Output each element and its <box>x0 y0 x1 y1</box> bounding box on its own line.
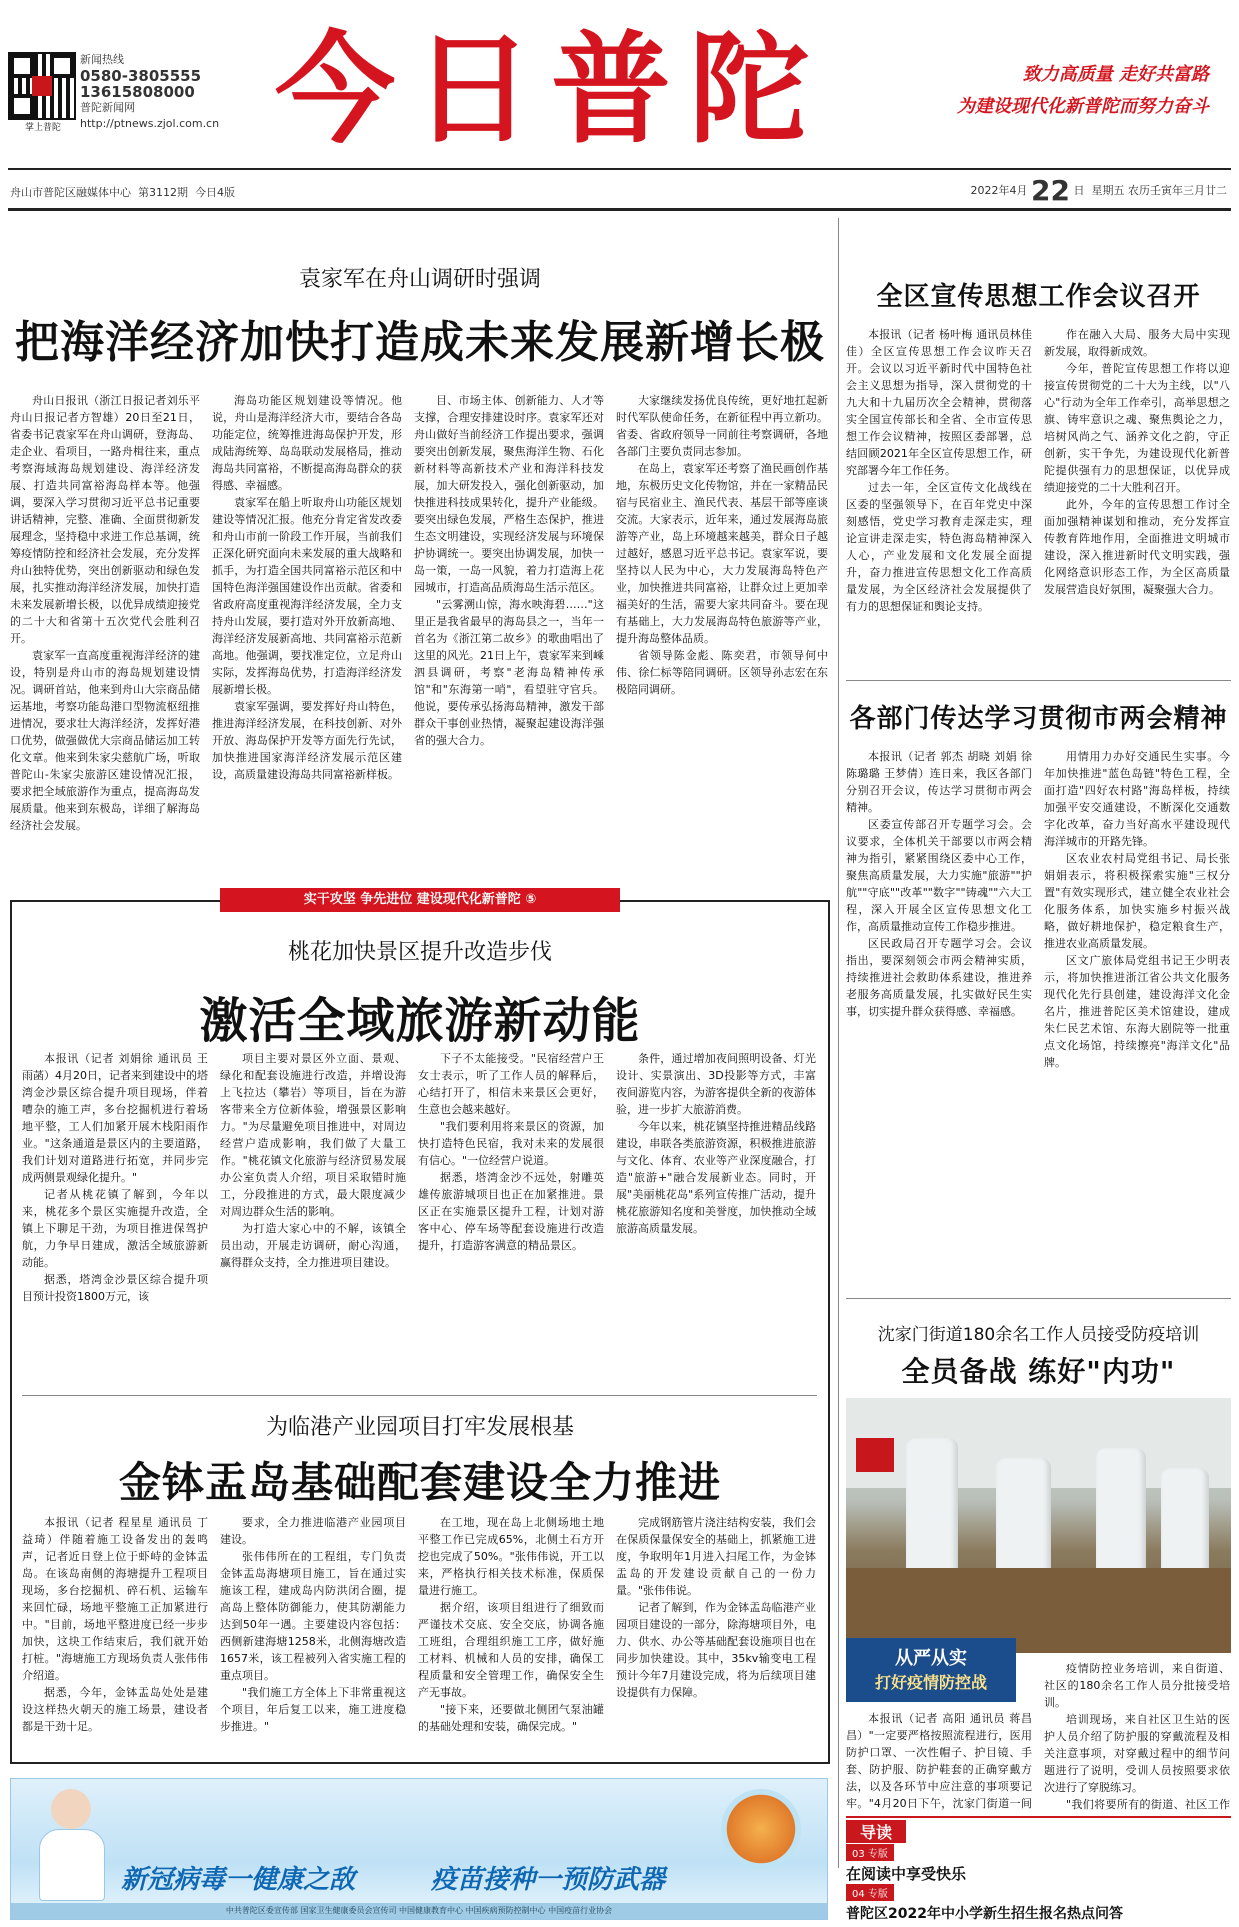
article1-col4: 大家继续发扬优良传统，更好地扛起新时代军队使命任务，在新征程中再立新功。省委、省政府领导一同前往考察调研，各地各部门主要负责同志参加。 在岛上，袁家军还考察了渔民画创作基地，东极历史文化传物馆，并在一家精品民宿与民宿业主、渔民代表、基层干部等座谈交流。大家表示，近年来，通过发展海岛旅游等产业，岛上环境越来越美，群众日子越过越好，感恩习近平总书记。袁家军说，要坚持以人民为中心，大力发展海岛特色产业，加快推进共同富裕，让群众过上更加幸福美好的生活，需要大家共同奋斗。要在现有基础上，大力发展海岛特色旅游等产业，提升海岛整体品质。 省领导陈金彪、陈奕君，市领导何中伟、徐仁标等陪同调研。区领导孙志宏在东极陪同调研。 <box>616 394 828 696</box>
masthead: 今日普陀 <box>275 19 827 160</box>
guide-title: 导读 <box>846 1820 906 1843</box>
hotline-label: 新闻热线 <box>80 53 124 66</box>
guide-page: 03 专版 <box>846 1844 894 1861</box>
phone-2: 13615808000 <box>80 83 195 101</box>
date-block <box>971 174 1227 207</box>
doctor-coat <box>39 1829 105 1901</box>
header-rule-bottom <box>8 208 1231 211</box>
right2-col2: 用情用力办好交通民生实事。今年加快推进"蓝色岛链"特色工程，全面打造"四好农村路"海岛样板，持续加强平安交通建设，不断深化交通数字化改革，奋力当好高水平建设现代海洋城市的开路先锋。 区农业农村局党组书记、局长张娟娟表示，将积极探索实施"三权分置"有效实现形式，建立健全农业社会化服务体系，加快实施乡村振兴战略，做好耕地保护，稳定粮食生产，推进农业高质量发展。 区文广旅体局党组书记王少明表示，将加快推进浙江省公共文化服务现代化先行县创建，建设海洋文化金名片，推进普陀区美术馆建设，建成朱仁民艺术馆、东海大剧院等一批重点文化场馆，持续擦亮"海洋文化"品牌。 <box>1044 750 1230 1069</box>
article1-col1: 舟山日报讯（浙江日报记者刘乐平 舟山日报记者方智雄）20日至21日，省委书记袁家军在舟山调研，登海岛、走企业、看项目，一路舟楫往来，重点考察海域海岛规划建设、海洋经济发展、打造共同富裕海岛样本等。他强调，要深入学习贯彻习近平总书记重要讲话精神，完整、准确、全面贯彻新发展理念，坚持稳中求进工作总基调，统筹疫情防控和经济社会发展，充分发挥舟山独特优势，突出创新驱动和绿色发展，扎实推动海洋经济发展，加快打造未来发展新增长极，以优异成绩迎接党的二十大和省第十五次党代会胜利召开。 袁家军一直高度重视海洋经济的建设，特别是舟山市的海岛规划建设情况。调研首站，他来到舟山大宗商品储运基地，考察功能岛港口型物流枢纽推进情况，要求壮大海洋经济，发挥好港口优势，做强做优大宗商品储运加工转化文章。他来到朱家尖慈航广场，听取普陀山-朱家尖旅游区建设情况汇报，要求把全域旅游作为重点，提高海岛发展质量。他来到东极岛，详细了解海岛经济社会发展。 <box>10 394 200 832</box>
feature-subhead: 桃花加快景区提升改造步伐 <box>287 940 552 965</box>
right3-subhead: 沈家门街道180余名工作人员接受防疫培训 <box>877 1325 1200 1345</box>
vaccine-ad[interactable] <box>10 1778 828 1920</box>
header-rule <box>8 168 1231 170</box>
feature-banner-text: 实干攻坚 争先进位 建设现代化新普陀 <box>303 892 521 907</box>
right3-col2: 疫情防控业务培训，来自街道、社区的180余名工作人员分批接受培训。 培训现场，来自社区卫生站的医护人员介绍了防护服的穿戴流程及相关注意事项，对穿戴过程中的细节问题进行了说明，受训人员按照要求依次进行了穿脱练习。 "我们将要所有的街道、社区工作 <box>1044 1662 1230 1810</box>
qr-corner <box>50 54 74 78</box>
column-divider <box>838 218 839 1868</box>
feature-headline[interactable]: 激活全域旅游新动能 <box>199 993 641 1049</box>
doctor-illustration <box>31 1789 111 1899</box>
right1-col1: 本报讯（记者 杨叶梅 通讯员林佳佳）全区宣传思想工作会议昨天召开。会议以习近平新时代中国特色社会主义思想为指导，深入贯彻党的十九大和十九届历次全会精神，贯彻落实全国宣传部长和全省、全市宣传思想工作会议精神，按照区委部署，总结回顾2021年全区宣传思想工作，研究部署今年工作任务。 过去一年，全区宣传文化战线在区委的坚强领导下，在百年党史中深刻感悟，党史学习教育走深走实，理论宣讲走深走实，特色海岛精神深入人心，产业发展和文化发展全面提升，奋力推进宣传思想文化工作高质量发展，为全区经济社会发展提供了有力的思想保证和舆论支持。 <box>846 328 1032 613</box>
guide-page: 04 专版 <box>846 1884 894 1901</box>
virus-icon <box>721 1789 801 1869</box>
article3-col3: 在工地，现在岛上北侧场地土地平整工作已完成65%，北侧土石方开挖也完成了50%。"张伟伟说，开工以来，严格执行相关技术标准，保质保量进行施工。 据介绍，该项目组进行了细致而严谨技术交底、安全交底，协调各施工班组，合理组织施工工序，做好施工材料、机械和人员的安排，确保工程质量和安全管理工作，确保安全生产无事故。 "接下来，还要做北侧团气泵油罐的基础处理和安装，确保完成。" <box>418 1516 604 1733</box>
slogan-line-2: 为建设现代化新普陀而努力奋斗 <box>957 96 1209 117</box>
contact-block <box>80 52 219 132</box>
site-url[interactable]: http://ptnews.zjol.com.cn <box>80 117 220 130</box>
right2-headline[interactable]: 各部门传达学习贯彻市两会精神 <box>849 704 1228 734</box>
article3-col1: 本报讯（记者 程星星 通讯员 丁益琦）伴随着施工设备发出的轰鸣声，记者近日登上位于虾峙的金钵盂岛。在该岛南侧的海塘提升工程项目现场，多台挖掘机、碎石机、运输车来回忙碌，场地平整施工正加紧进行中。"目前，场地平整进度已经一步步加快，这块工作结束后，我们就开始打桩。"海塘施工方现场负责人张伟伟介绍道。 据悉，今年，金钵盂岛处处是建设这样热火朝天的施工场景，建设者都是干劲十足。 <box>22 1516 208 1733</box>
right2-col1: 本报讯（记者 郭杰 胡晓 刘娟 徐 陈璐璐 王梦倩）连日来，我区各部门分别召开会议，传达学习贯彻市两会精神。 区委宣传部召开专题学习会。会议要求，全体机关干部要以市两会精神为指引，紧紧围绕区委中心工作，聚焦高质量发展，大力实施"旅游""护航""守底""改革""数字""铸魂""六大工程，深入开展全区宣传思想文化工作，高质量推动宣传工作稳步推进。 区民政局召开专题学习会。会议指出，要深刻领会市两会精神实质，持续推进社会救助体系建设，推进养老服务高质量发展，扎实做好民生实事，切实提升群众获得感、幸福感。 <box>846 750 1032 1018</box>
article1-headline[interactable]: 把海洋经济加快打造成未来发展新增长极 <box>15 317 825 368</box>
section-rule <box>22 1395 817 1396</box>
feature-col2: 项目主要对景区外立面、景观、绿化和配套设施进行改造，并增设海上飞拉达（攀岩）等项目，旨在为游客带来全方位新体验，增强景区影响力。"为尽量避免项目推进中，对周边经营户造成影响，我们做了大量工作。"桃花镇文化旅游与经济贸易发展办公室负责人介绍，项目采取错时施工，分段推进的方式，最大限度减少对周边群众生活的影响。 为打造大家心中的不解，该镇全员出动，开展走访调研，耐心沟通，赢得群众支持，全力推进项目建设。 <box>220 1052 406 1269</box>
article3-col2: 要求，全力推进临港产业园项目建设。 张伟伟所在的工程组，专门负责金钵盂岛海塘项目施工，旨在通过实施该工程，建成岛内防洪闭合圈，提高岛上整体防御能力，使其防潮能力达到50年一遇。主要建设内容包括：西侧新建海塘1258米，北侧海塘改造1657米，该工程被列入省实施工程的重点项目。 "我们施工方全体上下非常重视这个项目，年后复工以来，施工进度稳步推进。" <box>220 1516 406 1733</box>
slogan-line-1: 致力高质量 走好共富路 <box>1022 64 1209 85</box>
issue-number: 第3112期 <box>138 186 188 199</box>
doctor-head <box>51 1789 91 1829</box>
protective-suit-figure <box>906 1438 958 1578</box>
article3-col4: 完成钢筋管片浇注结构安装，我们会在保质保量保安全的基础上，抓紧施工进度，争取明年1月进入扫尾工作，为金钵盂岛的开发建设贡献自己的一份力量。"张伟伟说。 记者了解到，作为金钵盂岛临港产业园项目建设的一部分，除海塘项目外，电力、供水、办公等基础配套设施项目也在同步加快建设。其中，35kv输变电工程预计今年7月建设完成，将为后续项目建设提供有力保障。 <box>616 1516 816 1699</box>
date-day: 22 <box>1031 174 1070 207</box>
protective-suit-figure <box>1096 1448 1146 1588</box>
issue-info <box>10 184 235 200</box>
guide-text: 普陀区2022年中小学新生招生报名热点问答 <box>846 1906 1123 1922</box>
guide-item[interactable] <box>846 1882 1231 1923</box>
qr-logo <box>32 76 52 96</box>
article3-subhead: 为临港产业园项目打牢发展根基 <box>265 1415 574 1440</box>
feature-banner-number: ⑤ <box>525 892 537 907</box>
feature-banner <box>220 888 620 912</box>
ad-text-1: 新冠病毒一健康之敌 <box>121 1865 356 1895</box>
qr-caption: 掌上普陀 <box>24 123 61 133</box>
section-rule <box>846 1298 1231 1299</box>
article1-col3: 目、市场主体、创新能力、人才等支撑，合理安排建设时序。袁家军还对舟山做好当前经济工作提出要求，强调要突出创新发展，聚焦海洋生物、石化新材料等高新技术产业和海洋科技发展，加大研发投入，强化创新驱动，加快推进科技成果转化，提升产业能级。要突出绿色发展，严格生态保护，推进生态文明建设，实现经济发展与环境保护协调统一。要突出协调发展，加快一岛一策，一岛一风貌，着力打造海上花园城市，打造高品质海岛生活示范区。 "云雾溯山惊，海水映海碧……"这里正是我省最早的海岛县之一，当年一首名为《浙江第二故乡》的歌曲唱出了这里的风光。21日上午，袁家军来到嵊泗县调研，考察"老海岛精神传承馆"和"东海第一哨"，看望驻守官兵。他说，要传承弘扬海岛精神，激发干部群众干事创业热情，凝聚起建设海洋强省的强大合力。 <box>414 394 604 747</box>
date-suffix: 日 <box>1073 184 1085 197</box>
publisher: 舟山市普陀区融媒体中心 <box>10 186 131 199</box>
right3-col1: 本报讯（记者 高阳 通讯员 蒋昌昌）"一定要严格按照流程进行，医用防护口罩、一次性帽子、护目镜、手套、防护服、防护鞋套的正确穿戴方法，以及各环节中应注意的事项要记牢。"4月20日下午，沈家门街道一间 <box>846 1712 1032 1810</box>
photo-tag-line2: 打好疫情防控战 <box>874 1673 987 1692</box>
qr-corner <box>10 94 34 118</box>
feature-col4: 条件，通过增加夜间照明设备、灯光设计、实景演出、3D投影等方式，丰富夜间游览内容，为游客提供全新的夜游体验，进一步扩大旅游消费。 今年以来，桃花镇坚持推进精品线路建设，串联各类旅游资源，积极推进旅游与文化、体育、农业等产业深度融合，打造"旅游+"融合发展新业态。同时，开展"美丽桃花岛"系列宣传推广活动，提升桃花旅游知名度和美誉度，加快推动全域旅游高质量发展。 <box>616 1052 816 1235</box>
photo-flag <box>856 1438 894 1472</box>
weekday-lunar: 星期五 农历壬寅年三月廿二 <box>1091 184 1227 197</box>
date-prefix: 2022年4月 <box>970 184 1028 197</box>
article1-subhead: 袁家军在舟山调研时强调 <box>298 267 541 292</box>
training-photo[interactable] <box>846 1398 1231 1653</box>
ad-footer: 中共普陀区委宣传部 国家卫生健康委员会宣传司 中国健康教育中心 中国疾病预防控制中心 中国疫苗行业协会 <box>11 1903 827 1919</box>
right3-headline[interactable]: 全员备战 练好"内功" <box>901 1355 1176 1388</box>
photo-tag <box>846 1638 1016 1702</box>
qr-code[interactable] <box>8 52 76 120</box>
feature-col1: 本报讯（记者 刘娟徐 通讯员 王雨菡）4月20日，记者来到建设中的塔湾金沙景区综合提升项目现场，伴着嘈杂的施工声，多台挖掘机进行着场地平整，工人们加紧开展木栈阳雨作业。"这条通道是景区内的主要道路，我们计划对道路进行拓宽，并同步完成两侧景观绿化提升。" 记者从桃花镇了解到，今年以来，桃花多个景区实施提升改造，全镇上下聊足干劲，为项目推进保驾护航，力争早日建成，激活全域旅游新动能。 据悉，塔湾金沙景区综合提升项目预计投资1800万元，该 <box>22 1052 208 1303</box>
guide-rule <box>846 1816 1231 1818</box>
site-name: 普陀新闻网 <box>80 101 135 114</box>
article3-headline[interactable]: 金钵盂岛基础配套建设全力推进 <box>118 1458 721 1507</box>
section-rule <box>846 680 1231 681</box>
photo-tag-line1: 从严从实 <box>895 1648 967 1669</box>
feature-col3: 下子不太能接受。"民宿经营户王女士表示，听了工作人员的解释后，心结打开了，相信未来景区会更好，生意也会越来越好。 "我们要利用将来景区的资源，加快打造特色民宿，我对未来的发展很有信心。"一位经营户说道。 据悉，塔湾金沙不远处，射雕英雄传旅游城项目也正在加紧推进。景区正在实施景区提升工程，计划对游客中心、停车场等配套设施进行改造提升，打造游客满意的精品景区。 <box>418 1052 604 1252</box>
ad-text-2: 疫苗接种一预防武器 <box>431 1865 666 1895</box>
phone-1: 0580-3805555 <box>80 67 202 85</box>
right1-col2: 作在融入大局、服务大局中实现新发展，取得新成效。 今年，普陀宣传思想工作将以迎接宣传贯彻党的二十大为主线，以"八心"行动为全年工作牵引，高举思想之旗、铸牢意识之魂、聚焦舆论之力，培树风尚之气、涵养文化之韵，守正创新，实干争先，为建设现代化新普陀提供强有力的思想保证，以优异成绩迎接党的二十大胜利召开。 此外，今年的宣传思想工作讨全面加强精神谋划和推动，充分发挥宣传教育阵地作用，全面推进文明城市建设，深入推进新时代文明实践，强化网络意识形态工作，为全区高质量发展营造良好氛围，凝聚强大合力。 <box>1044 328 1230 596</box>
article1-col2: 海岛功能区规划建设等情况。他说，舟山是海洋经济大市，要结合各岛功能定位，统筹推进海岛保护开发，形成陆海统筹、岛岛联动发展格局，推动海岛共同富裕，不断提高海岛群众的获得感、幸福感。 袁家军在船上听取舟山功能区规划建设等情况汇报。他充分肯定省发改委和舟山市前一阶段工作开展，当前我们正深化研究面向未来发展的重大战略和抓手，为打造全国共同富裕示范区和中国特色海洋强国建设作出贡献。省委和省政府高度重视海洋经济发展，全力支持舟山发展，要打造对外开放新高地、海洋经济发展新高地、共同富裕示范新高地。他强调，要找准定位，立足舟山实际，发挥海岛优势，打造海洋经济发展新增长极。 袁家军强调，要发挥好舟山特色，推进海洋经济发展，在科技创新、对外开放、海岛保护开发等方面先行先试，加快推进国家海洋经济发展示范区建设，高质量建设海岛共同富裕新样板。 <box>212 394 402 781</box>
guide-item[interactable] <box>846 1842 1231 1884</box>
qr-corner <box>10 54 34 78</box>
right1-headline[interactable]: 全区宣传思想工作会议召开 <box>876 282 1201 312</box>
guide-text: 在阅读中享受快乐 <box>846 1865 967 1883</box>
page-count: 今日4版 <box>195 186 235 199</box>
